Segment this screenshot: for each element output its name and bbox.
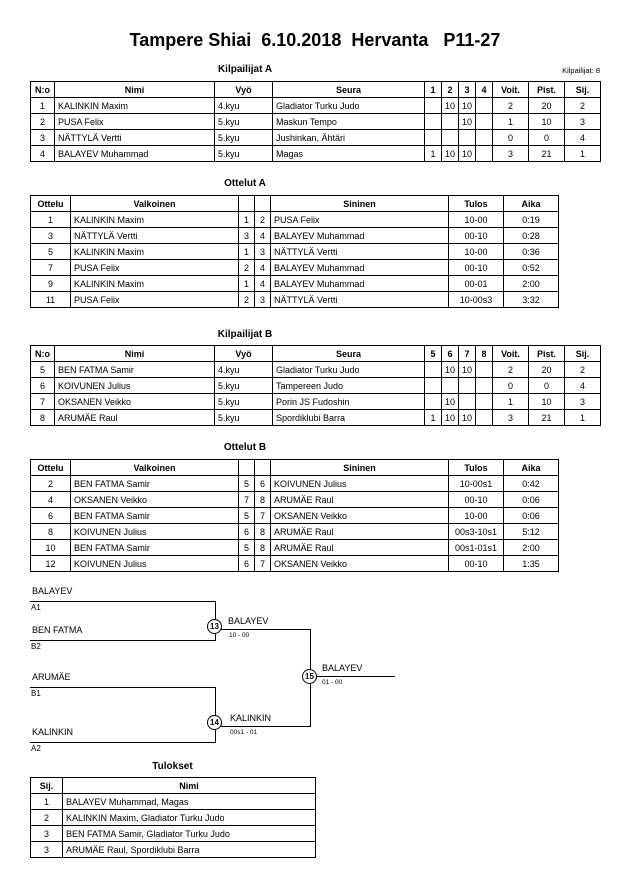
cell-belt: 5.kyu bbox=[215, 394, 273, 410]
match-row bbox=[31, 556, 559, 572]
result-row bbox=[31, 794, 316, 810]
cell-club: Jushinkan, Ähtäri bbox=[273, 130, 425, 146]
bracket-line bbox=[30, 742, 216, 743]
col-header-no: N:o bbox=[31, 346, 55, 362]
cell-result: 10-00s3 bbox=[449, 292, 504, 308]
cell-score-vs-7 bbox=[459, 378, 476, 394]
competitor-row bbox=[31, 394, 601, 410]
cell-club: Gladiator Turku Judo bbox=[273, 362, 425, 378]
cell-points: 21 bbox=[529, 146, 565, 162]
cell-score-vs-4 bbox=[476, 146, 493, 162]
cell-blue-name: ARUMÄE Raul bbox=[271, 524, 449, 540]
cell-name-club: KALINKIN Maxim, Gladiator Turku Judo bbox=[63, 810, 316, 826]
table-header-row bbox=[31, 346, 601, 362]
bracket-match-score: 00s1 - 01 bbox=[230, 729, 258, 736]
col-header-6: 6 bbox=[442, 346, 459, 362]
cell-score-vs-4 bbox=[476, 98, 493, 114]
bracket-line bbox=[215, 726, 310, 727]
bracket-player-name: BALAYEV bbox=[32, 586, 73, 596]
cell-white-no: 6 bbox=[239, 556, 255, 572]
col-header-pist: Pist. bbox=[529, 82, 565, 98]
cell-result: 00s3-10s1 bbox=[449, 524, 504, 540]
ottelut-b-heading: Ottelut B bbox=[223, 442, 267, 453]
col-header-aika: Aika bbox=[504, 196, 559, 212]
cell-result: 00-01 bbox=[449, 276, 504, 292]
cell-name: KOIVUNEN Julius bbox=[55, 378, 215, 394]
cell-white-no: 5 bbox=[239, 476, 255, 492]
cell-blue-no: 8 bbox=[255, 524, 271, 540]
competitor-row bbox=[31, 114, 601, 130]
bracket-winner-name: KALINKIN bbox=[230, 713, 272, 723]
cell-place: 3 bbox=[565, 394, 601, 410]
cell-blue-no: 4 bbox=[255, 260, 271, 276]
cell-result: 00-10 bbox=[449, 556, 504, 572]
bracket-player-name: ARUMÄE bbox=[32, 672, 71, 682]
cell-place: 4 bbox=[565, 130, 601, 146]
kilpailijat-a-table bbox=[30, 81, 601, 162]
col-header-white-no bbox=[239, 196, 255, 212]
cell-place: 2 bbox=[31, 810, 63, 826]
cell-score-vs-7 bbox=[459, 394, 476, 410]
competitor-row bbox=[31, 98, 601, 114]
cell-points: 20 bbox=[529, 362, 565, 378]
col-header-seura: Seura bbox=[273, 346, 425, 362]
col-header-sij: Sij. bbox=[565, 82, 601, 98]
cell-match-no: 2 bbox=[31, 476, 71, 492]
bracket-line bbox=[215, 629, 310, 630]
col-header-sininen: Sininen bbox=[271, 196, 449, 212]
cell-white-no: 5 bbox=[239, 508, 255, 524]
bracket-line bbox=[30, 601, 216, 602]
bracket-player-name: KALINKIN bbox=[32, 727, 74, 737]
cell-score-vs-5: 1 bbox=[425, 410, 442, 426]
cell-no: 4 bbox=[31, 146, 55, 162]
match-row bbox=[31, 508, 559, 524]
col-header-ottelu: Ottelu bbox=[31, 196, 71, 212]
cell-time: 2:00 bbox=[504, 276, 559, 292]
cell-place: 3 bbox=[565, 114, 601, 130]
cell-time: 0:19 bbox=[504, 212, 559, 228]
cell-club: Tampereen Judo bbox=[273, 378, 425, 394]
cell-blue-no: 7 bbox=[255, 556, 271, 572]
col-header-valkoinen: Valkoinen bbox=[71, 460, 239, 476]
medal-bracket bbox=[30, 585, 600, 760]
cell-time: 1:35 bbox=[504, 556, 559, 572]
cell-score-vs-2: 10 bbox=[442, 146, 459, 162]
cell-score-vs-2 bbox=[442, 130, 459, 146]
cell-time: 0:36 bbox=[504, 244, 559, 260]
cell-white-name: OKSANEN Veikko bbox=[71, 492, 239, 508]
kilpailijat-b-heading: Kilpailijat B bbox=[217, 329, 273, 340]
result-row bbox=[31, 842, 316, 858]
tulokset-heading: Tulokset bbox=[152, 761, 193, 772]
cell-time: 0:42 bbox=[504, 476, 559, 492]
col-header-vyo: Vyö bbox=[215, 82, 273, 98]
cell-belt: 5.kyu bbox=[215, 130, 273, 146]
cell-blue-name: OKSANEN Veikko bbox=[271, 556, 449, 572]
col-header-4: 4 bbox=[476, 82, 493, 98]
cell-blue-no: 7 bbox=[255, 508, 271, 524]
cell-white-name: KALINKIN Maxim bbox=[71, 212, 239, 228]
cell-white-no: 1 bbox=[239, 244, 255, 260]
cell-score-vs-5 bbox=[425, 378, 442, 394]
cell-belt: 5.kyu bbox=[215, 146, 273, 162]
table-header-row bbox=[31, 196, 559, 212]
match-row bbox=[31, 260, 559, 276]
table-header-row bbox=[31, 778, 316, 794]
col-header-sij: Sij. bbox=[31, 778, 63, 794]
ottelut-a-heading: Ottelut A bbox=[224, 178, 266, 189]
cell-blue-name: BALAYEV Muhammad bbox=[271, 260, 449, 276]
table-header-row bbox=[31, 460, 559, 476]
col-header-nimi: Nimi bbox=[63, 778, 316, 794]
cell-score-vs-1 bbox=[425, 130, 442, 146]
col-header-voit: Voit. bbox=[493, 82, 529, 98]
cell-score-vs-8 bbox=[476, 362, 493, 378]
cell-score-vs-2 bbox=[442, 114, 459, 130]
cell-white-no: 3 bbox=[239, 228, 255, 244]
competitor-row bbox=[31, 130, 601, 146]
cell-score-vs-1: 1 bbox=[425, 146, 442, 162]
cell-time: 0:06 bbox=[504, 492, 559, 508]
cell-score-vs-3: 10 bbox=[459, 114, 476, 130]
cell-place: 3 bbox=[31, 842, 63, 858]
table-header-row bbox=[31, 82, 601, 98]
cell-white-no: 6 bbox=[239, 524, 255, 540]
cell-place: 1 bbox=[565, 410, 601, 426]
cell-score-vs-7: 10 bbox=[459, 362, 476, 378]
cell-score-vs-5 bbox=[425, 362, 442, 378]
cell-place: 4 bbox=[565, 378, 601, 394]
bracket-player-name: BEN FATMA bbox=[32, 625, 83, 635]
competitor-row bbox=[31, 146, 601, 162]
cell-score-vs-4 bbox=[476, 114, 493, 130]
cell-score-vs-1 bbox=[425, 98, 442, 114]
col-header-pist: Pist. bbox=[529, 346, 565, 362]
cell-points: 21 bbox=[529, 410, 565, 426]
col-header-sij: Sij. bbox=[565, 346, 601, 362]
match-row bbox=[31, 244, 559, 260]
cell-place: 1 bbox=[565, 146, 601, 162]
cell-score-vs-3 bbox=[459, 130, 476, 146]
cell-match-no: 4 bbox=[31, 492, 71, 508]
cell-wins: 2 bbox=[493, 362, 529, 378]
cell-white-name: KALINKIN Maxim bbox=[71, 276, 239, 292]
cell-time: 2:00 bbox=[504, 540, 559, 556]
cell-score-vs-1 bbox=[425, 114, 442, 130]
page-title: Tampere Shiai 6.10.2018 Hervanta P11-27 bbox=[129, 30, 501, 50]
cell-match-no: 12 bbox=[31, 556, 71, 572]
cell-no: 1 bbox=[31, 98, 55, 114]
cell-result: 10-00 bbox=[449, 212, 504, 228]
cell-points: 0 bbox=[529, 130, 565, 146]
match-number-badge: 14 bbox=[207, 715, 222, 730]
cell-time: 5:12 bbox=[504, 524, 559, 540]
ottelut-a-table bbox=[30, 195, 559, 308]
cell-white-name: NÄTTYLÄ Vertti bbox=[71, 228, 239, 244]
col-header-ottelu: Ottelu bbox=[31, 460, 71, 476]
bracket-match-score: 01 - 00 bbox=[322, 679, 343, 686]
cell-place: 2 bbox=[565, 98, 601, 114]
cell-belt: 5.kyu bbox=[215, 378, 273, 394]
competitor-row bbox=[31, 378, 601, 394]
cell-score-vs-3: 10 bbox=[459, 98, 476, 114]
cell-belt: 5.kyu bbox=[215, 114, 273, 130]
col-header-white-no bbox=[239, 460, 255, 476]
cell-result: 00-10 bbox=[449, 228, 504, 244]
cell-blue-name: NÄTTYLÄ Vertti bbox=[271, 292, 449, 308]
cell-white-name: BEN FATMA Samir bbox=[71, 476, 239, 492]
cell-white-no: 2 bbox=[239, 292, 255, 308]
cell-score-vs-7: 10 bbox=[459, 410, 476, 426]
cell-match-no: 10 bbox=[31, 540, 71, 556]
cell-club: Spordiklubi Barra bbox=[273, 410, 425, 426]
bracket-winner-name: BALAYEV bbox=[228, 616, 269, 626]
result-row bbox=[31, 810, 316, 826]
cell-wins: 3 bbox=[493, 146, 529, 162]
cell-points: 0 bbox=[529, 378, 565, 394]
bracket-line bbox=[310, 676, 395, 677]
kilpailijat-b-table bbox=[30, 345, 601, 426]
cell-blue-no: 6 bbox=[255, 476, 271, 492]
cell-match-no: 8 bbox=[31, 524, 71, 540]
cell-match-no: 9 bbox=[31, 276, 71, 292]
cell-name: OKSANEN Veikko bbox=[55, 394, 215, 410]
cell-time: 3:32 bbox=[504, 292, 559, 308]
cell-blue-no: 3 bbox=[255, 292, 271, 308]
cell-points: 10 bbox=[529, 394, 565, 410]
cell-blue-no: 4 bbox=[255, 228, 271, 244]
cell-name-club: BEN FATMA Samir, Gladiator Turku Judo bbox=[63, 826, 316, 842]
result-row bbox=[31, 826, 316, 842]
cell-score-vs-4 bbox=[476, 130, 493, 146]
cell-wins: 2 bbox=[493, 98, 529, 114]
cell-result: 10-00s1 bbox=[449, 476, 504, 492]
cell-result: 00-10 bbox=[449, 260, 504, 276]
cell-result: 10-00 bbox=[449, 508, 504, 524]
match-row bbox=[31, 524, 559, 540]
cell-points: 20 bbox=[529, 98, 565, 114]
bracket-line bbox=[30, 687, 216, 688]
cell-name: ARUMÄE Raul bbox=[55, 410, 215, 426]
col-header-nimi: Nimi bbox=[55, 346, 215, 362]
tulokset-table bbox=[30, 777, 316, 858]
col-header-voit: Voit. bbox=[493, 346, 529, 362]
cell-blue-name: BALAYEV Muhammad bbox=[271, 228, 449, 244]
col-header-tulos: Tulos bbox=[449, 196, 504, 212]
cell-score-vs-3: 10 bbox=[459, 146, 476, 162]
cell-white-name: BEN FATMA Samir bbox=[71, 508, 239, 524]
cell-wins: 0 bbox=[493, 130, 529, 146]
cell-white-no: 7 bbox=[239, 492, 255, 508]
cell-match-no: 11 bbox=[31, 292, 71, 308]
match-row bbox=[31, 492, 559, 508]
col-header-3: 3 bbox=[459, 82, 476, 98]
col-header-7: 7 bbox=[459, 346, 476, 362]
cell-name-club: ARUMÄE Raul, Spordiklubi Barra bbox=[63, 842, 316, 858]
cell-points: 10 bbox=[529, 114, 565, 130]
match-row bbox=[31, 476, 559, 492]
cell-white-no: 1 bbox=[239, 212, 255, 228]
cell-blue-name: NÄTTYLÄ Vertti bbox=[271, 244, 449, 260]
bracket-match-score: 10 - 00 bbox=[229, 632, 250, 639]
cell-score-vs-6 bbox=[442, 378, 459, 394]
cell-match-no: 7 bbox=[31, 260, 71, 276]
match-row bbox=[31, 212, 559, 228]
cell-name: BALAYEV Muhammad bbox=[55, 146, 215, 162]
cell-blue-name: BALAYEV Muhammad bbox=[271, 276, 449, 292]
cell-no: 8 bbox=[31, 410, 55, 426]
cell-club: Gladiator Turku Judo bbox=[273, 98, 425, 114]
cell-club: Porin JS Fudoshin bbox=[273, 394, 425, 410]
cell-white-no: 2 bbox=[239, 260, 255, 276]
match-row bbox=[31, 228, 559, 244]
match-number-badge: 15 bbox=[302, 669, 317, 684]
cell-white-name: BEN FATMA Samir bbox=[71, 540, 239, 556]
cell-club: Magas bbox=[273, 146, 425, 162]
cell-name: BEN FATMA Samir bbox=[55, 362, 215, 378]
col-header-5: 5 bbox=[425, 346, 442, 362]
col-header-vyo: Vyö bbox=[215, 346, 273, 362]
cell-score-vs-8 bbox=[476, 410, 493, 426]
col-header-1: 1 bbox=[425, 82, 442, 98]
cell-no: 2 bbox=[31, 114, 55, 130]
cell-white-name: KOIVUNEN Julius bbox=[71, 556, 239, 572]
cell-blue-no: 3 bbox=[255, 244, 271, 260]
cell-wins: 1 bbox=[493, 394, 529, 410]
cell-time: 0:06 bbox=[504, 508, 559, 524]
kilpailijat-a-heading-row bbox=[30, 63, 600, 77]
cell-blue-name: OKSANEN Veikko bbox=[271, 508, 449, 524]
cell-wins: 3 bbox=[493, 410, 529, 426]
col-header-aika: Aika bbox=[504, 460, 559, 476]
kilpailijat-a-heading: Kilpailijat A bbox=[217, 64, 273, 75]
col-header-nimi: Nimi bbox=[55, 82, 215, 98]
cell-blue-name: ARUMÄE Raul bbox=[271, 540, 449, 556]
cell-name: KALINKIN Maxim bbox=[55, 98, 215, 114]
competitors-count-label: Kilpailijat: 8 bbox=[562, 66, 600, 75]
cell-white-no: 1 bbox=[239, 276, 255, 292]
cell-white-name: KOIVUNEN Julius bbox=[71, 524, 239, 540]
col-header-blue-no bbox=[255, 460, 271, 476]
col-header-tulos: Tulos bbox=[449, 460, 504, 476]
cell-place: 3 bbox=[31, 826, 63, 842]
cell-no: 7 bbox=[31, 394, 55, 410]
col-header-sininen: Sininen bbox=[271, 460, 449, 476]
cell-white-name: PUSA Felix bbox=[71, 260, 239, 276]
col-header-seura: Seura bbox=[273, 82, 425, 98]
cell-score-vs-6: 10 bbox=[442, 362, 459, 378]
col-header-blue-no bbox=[255, 196, 271, 212]
competitor-row bbox=[31, 410, 601, 426]
competitor-row bbox=[31, 362, 601, 378]
bracket-winner-name: BALAYEV bbox=[322, 663, 363, 673]
bracket-seed-code: B2 bbox=[31, 642, 41, 651]
cell-place: 2 bbox=[565, 362, 601, 378]
cell-belt: 4.kyu bbox=[215, 98, 273, 114]
cell-white-no: 5 bbox=[239, 540, 255, 556]
col-header-no: N:o bbox=[31, 82, 55, 98]
cell-blue-no: 8 bbox=[255, 540, 271, 556]
cell-score-vs-8 bbox=[476, 378, 493, 394]
cell-blue-name: KOIVUNEN Julius bbox=[271, 476, 449, 492]
bracket-seed-code: A2 bbox=[31, 744, 41, 753]
bracket-line bbox=[30, 640, 216, 641]
cell-place: 1 bbox=[31, 794, 63, 810]
col-header-8: 8 bbox=[476, 346, 493, 362]
cell-match-no: 3 bbox=[31, 228, 71, 244]
col-header-valkoinen: Valkoinen bbox=[71, 196, 239, 212]
cell-score-vs-6: 10 bbox=[442, 394, 459, 410]
cell-match-no: 1 bbox=[31, 212, 71, 228]
cell-blue-name: ARUMÄE Raul bbox=[271, 492, 449, 508]
cell-blue-no: 2 bbox=[255, 212, 271, 228]
bracket-seed-code: A1 bbox=[31, 603, 41, 612]
cell-no: 5 bbox=[31, 362, 55, 378]
cell-club: Maskun Tempo bbox=[273, 114, 425, 130]
cell-wins: 1 bbox=[493, 114, 529, 130]
cell-score-vs-5 bbox=[425, 394, 442, 410]
match-row bbox=[31, 540, 559, 556]
cell-blue-no: 8 bbox=[255, 492, 271, 508]
cell-time: 0:52 bbox=[504, 260, 559, 276]
cell-white-name: KALINKIN Maxim bbox=[71, 244, 239, 260]
cell-match-no: 5 bbox=[31, 244, 71, 260]
cell-score-vs-2: 10 bbox=[442, 98, 459, 114]
ottelut-b-table bbox=[30, 459, 559, 572]
cell-wins: 0 bbox=[493, 378, 529, 394]
cell-blue-no: 4 bbox=[255, 276, 271, 292]
cell-time: 0:28 bbox=[504, 228, 559, 244]
cell-name: NÄTTYLÄ Vertti bbox=[55, 130, 215, 146]
match-row bbox=[31, 276, 559, 292]
match-row bbox=[31, 292, 559, 308]
cell-white-name: PUSA Felix bbox=[71, 292, 239, 308]
match-number-badge: 13 bbox=[207, 619, 222, 634]
cell-no: 3 bbox=[31, 130, 55, 146]
cell-result: 10-00 bbox=[449, 244, 504, 260]
col-header-2: 2 bbox=[442, 82, 459, 98]
cell-score-vs-8 bbox=[476, 394, 493, 410]
cell-score-vs-6: 10 bbox=[442, 410, 459, 426]
cell-name-club: BALAYEV Muhammad, Magas bbox=[63, 794, 316, 810]
cell-blue-name: PUSA Felix bbox=[271, 212, 449, 228]
cell-no: 6 bbox=[31, 378, 55, 394]
cell-result: 00s1-01s1 bbox=[449, 540, 504, 556]
cell-match-no: 6 bbox=[31, 508, 71, 524]
cell-name: PUSA Felix bbox=[55, 114, 215, 130]
cell-result: 00-10 bbox=[449, 492, 504, 508]
bracket-seed-code: B1 bbox=[31, 689, 41, 698]
cell-belt: 5.kyu bbox=[215, 410, 273, 426]
cell-belt: 4.kyu bbox=[215, 362, 273, 378]
